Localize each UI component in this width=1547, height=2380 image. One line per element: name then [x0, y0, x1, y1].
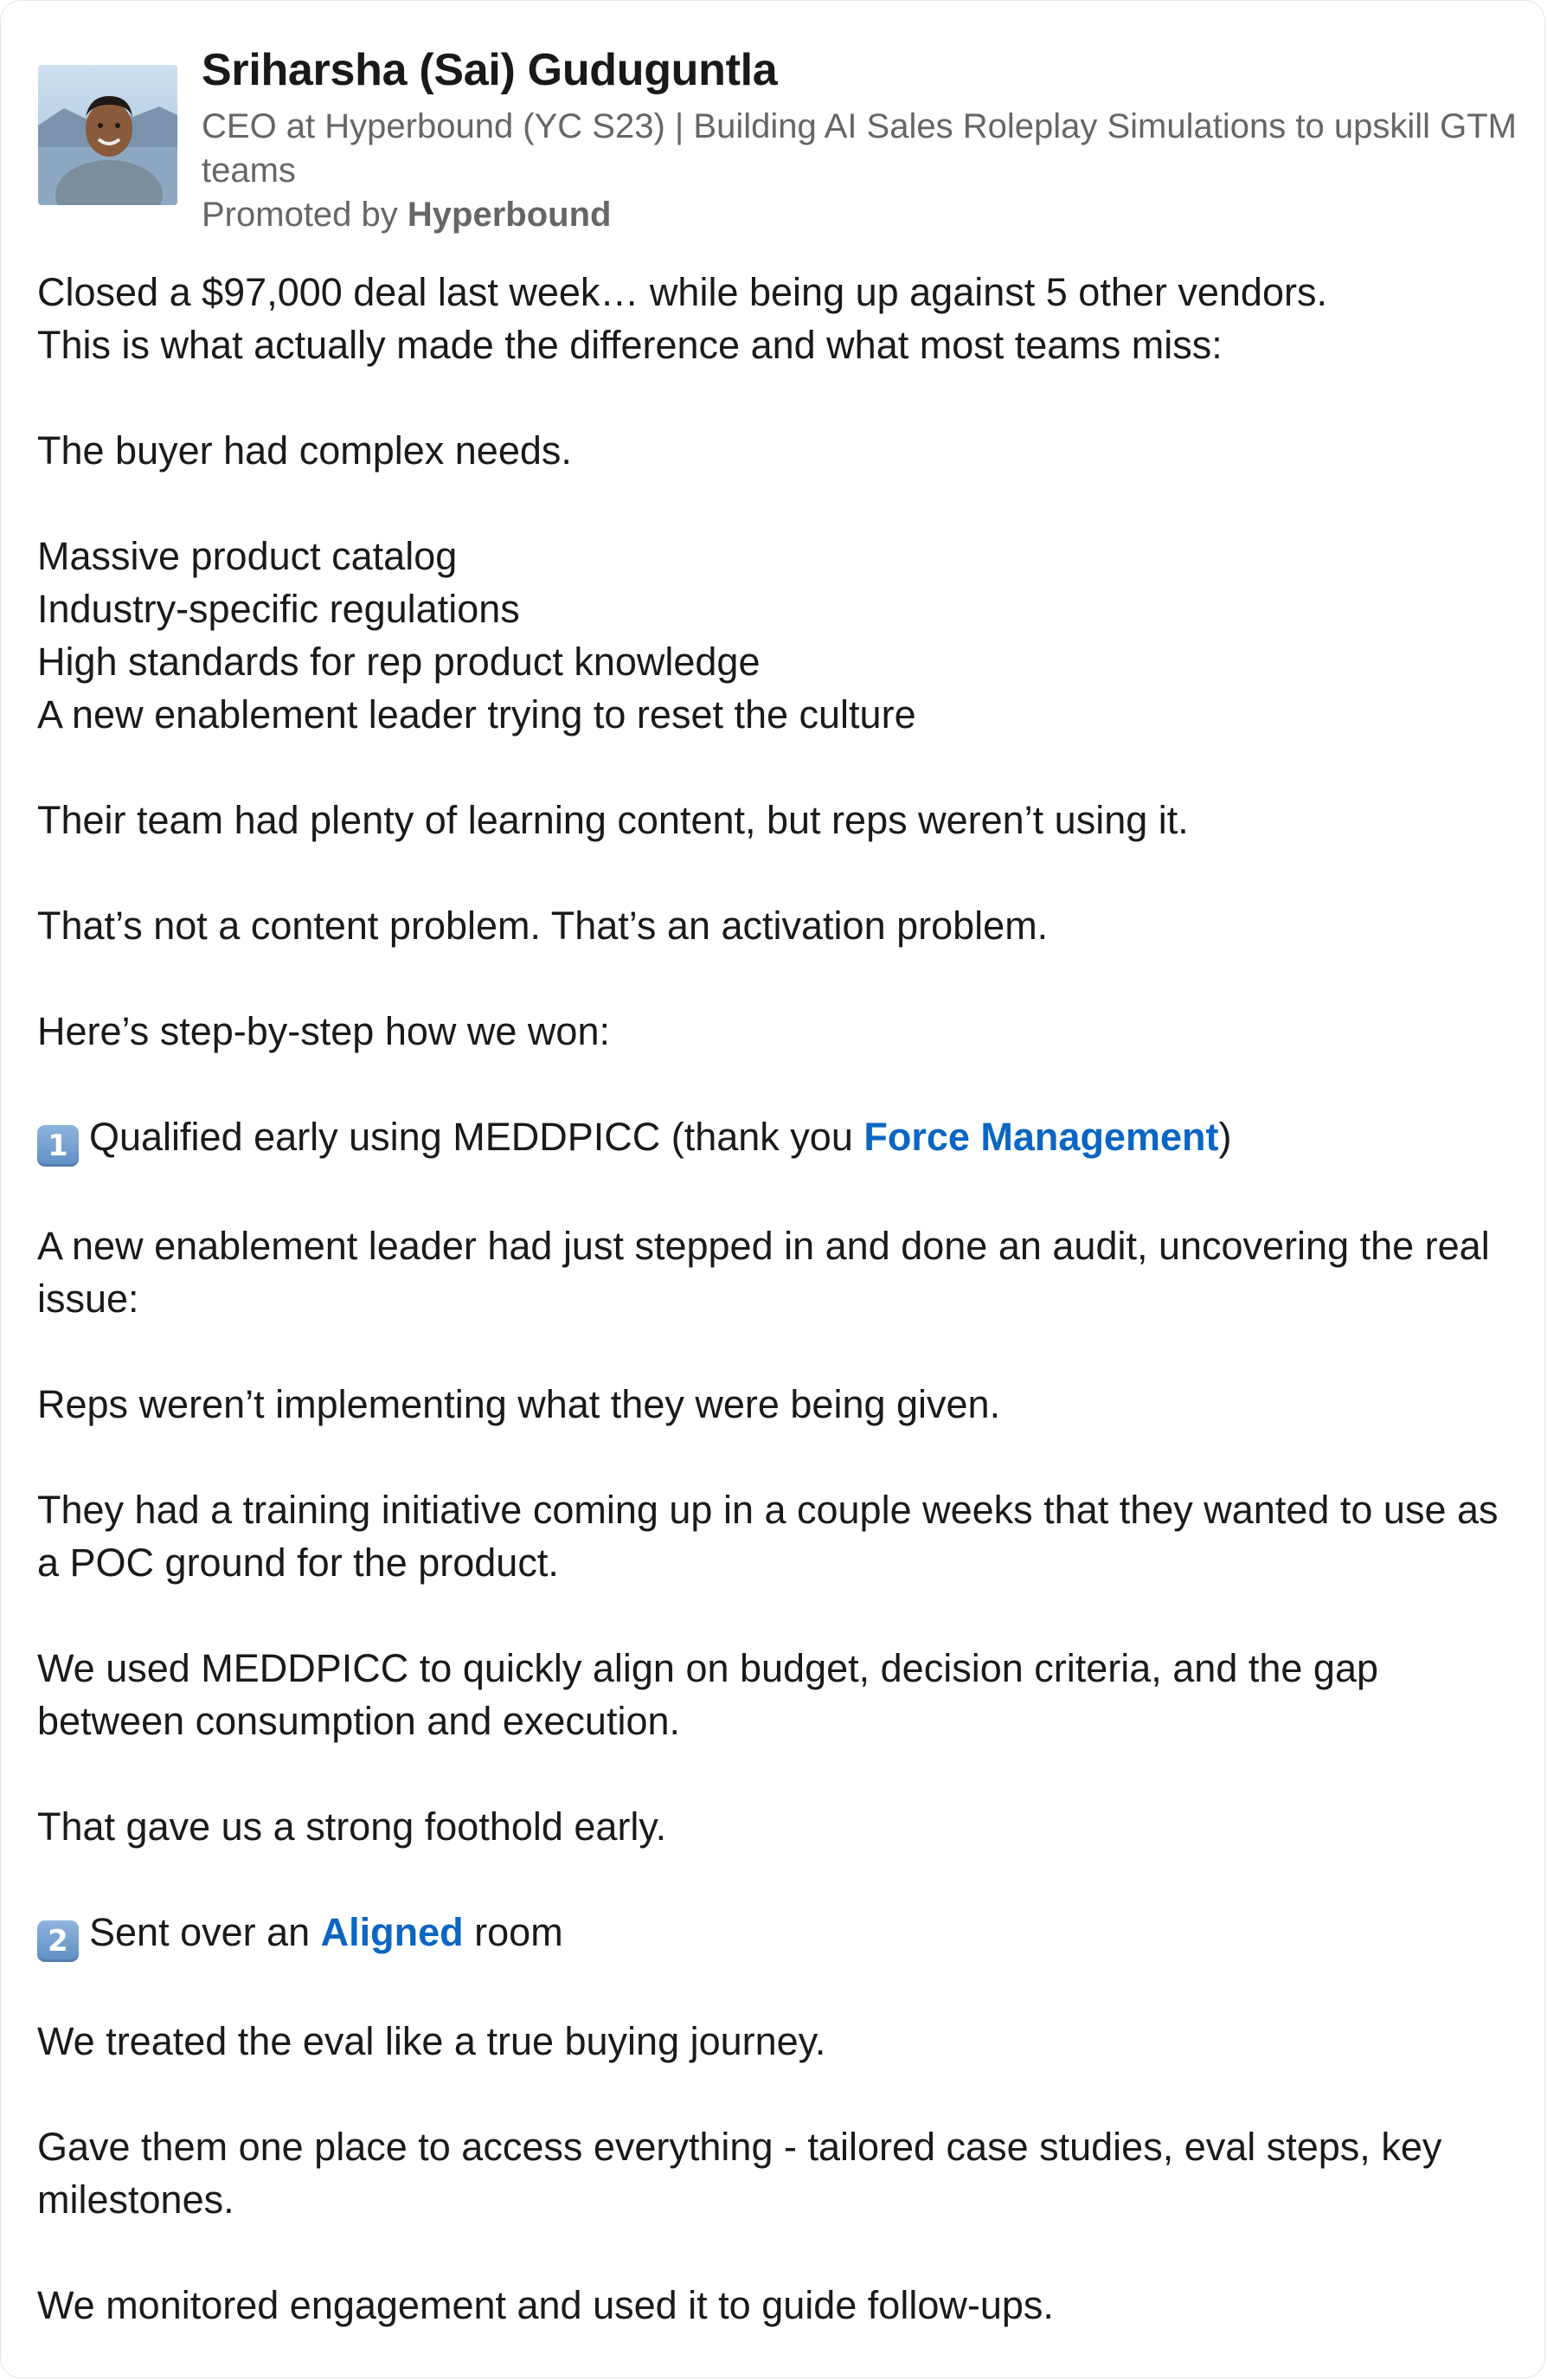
post-paragraph: That’s not a content problem. That’s an activation problem. — [37, 904, 1049, 948]
step-1-heading — [37, 1110, 1525, 1167]
post-paragraph: The buyer had complex needs. — [37, 428, 572, 473]
post-paragraph: We monitored engagement and used it to guide follow-ups. — [37, 2283, 1054, 2327]
post-header — [35, 35, 1515, 243]
post-line: Closed a $97,000 deal last week… while being up against 5 other vendors. — [37, 270, 1327, 314]
needs-item: High standards for rep product knowledge — [37, 640, 761, 684]
post-paragraph — [37, 266, 1525, 371]
step-1-prefix: Qualified early using MEDDPICC (thank you — [89, 1115, 864, 1159]
needs-list — [37, 530, 1525, 741]
mention-aligned[interactable]: Aligned — [320, 1910, 464, 1954]
needs-item: A new enablement leader trying to reset the culture — [37, 692, 916, 737]
post-text — [37, 266, 1525, 2378]
post-paragraph: We used MEDDPICC to quickly align on budget, decision criteria, and the gap between consumption and execution. — [37, 1646, 1378, 1743]
post-paragraph: Gave them one place to access everything - tailored case studies, eval steps, key milestones. — [37, 2125, 1442, 2222]
keycap-two-icon: 2 — [37, 1920, 79, 1962]
step-2-heading — [37, 1906, 1525, 1962]
step-2-suffix: room — [463, 1910, 563, 1954]
author-info — [202, 35, 1534, 237]
promoted-by-company[interactable]: Hyperbound — [407, 196, 612, 234]
post-paragraph: Here’s step-by-step how we won: — [37, 1009, 610, 1053]
post-paragraph: Their team had plenty of learning content, but reps weren’t using it. — [37, 798, 1189, 842]
step-1-suffix: ) — [1218, 1115, 1232, 1159]
profile-photo-icon — [38, 65, 177, 205]
author-name[interactable]: Sriharsha (Sai) Guduguntla — [202, 45, 778, 95]
post-paragraph: A new enablement leader had just stepped in and done an audit, uncovering the real issue: — [37, 1224, 1490, 1321]
promoted-label — [202, 193, 1534, 237]
step-2-prefix: Sent over an — [89, 1910, 321, 1954]
post-paragraph: We treated the eval like a true buying journey. — [37, 2019, 826, 2063]
promoted-prefix: Promoted by — [202, 196, 398, 234]
needs-item: Industry-specific regulations — [37, 587, 520, 631]
post-line: This is what actually made the difference and what most teams miss: — [37, 323, 1223, 367]
author-avatar[interactable] — [38, 65, 177, 205]
post-paragraph: Reps weren’t implementing what they were being given. — [37, 1382, 1001, 1426]
mention-force-management[interactable]: Force Management — [863, 1115, 1219, 1159]
post-paragraph: That gave us a strong foothold early. — [37, 1804, 667, 1849]
keycap-one-icon: 1 — [37, 1125, 79, 1167]
post-paragraph: They had a training initiative coming up in a couple weeks that they wanted to use as a POC ground for the product. — [37, 1488, 1499, 1585]
needs-item: Massive product catalog — [37, 534, 458, 578]
author-headline: CEO at Hyperbound (YC S23) | Building AI Sales Roleplay Simulations to upskill GTM teams — [202, 107, 1517, 190]
